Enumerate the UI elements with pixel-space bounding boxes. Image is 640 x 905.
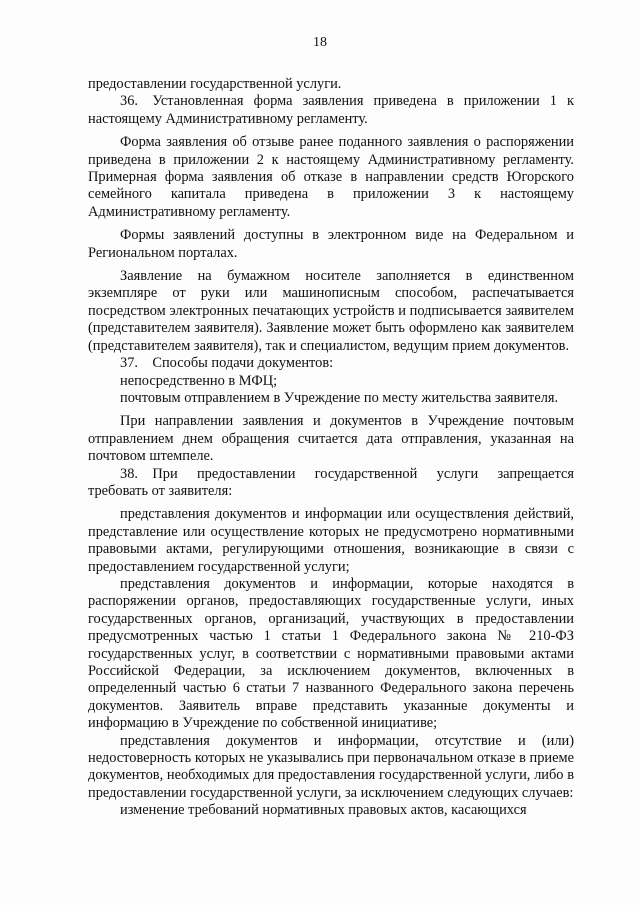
list-item-mfc: непосредственно в МФЦ;: [120, 372, 278, 389]
list-item-documents-not-required: представления документов и информации или осуществления действий, представление или осуществление которых не предусмотрено нормативными правовыми актами, регулирующими отношения, возникающие в связи с предоставлением государственной услуги;: [88, 506, 574, 575]
list-item-postal: почтовым отправлением в Учреждение по месту жительства заявителя.: [120, 389, 559, 406]
paragraph-36: 36. Установленная форма заявления приведена в приложении 1 к настоящему Административному регламенту.: [88, 93, 574, 127]
paragraph-37: 37. Способы подачи документов:: [120, 355, 334, 372]
paragraph-paper-application: Заявление на бумажном носителе заполняется в единственном экземпляре от руки или машинописным способом, распечатывается посредством электронных печатающих устройств и подписывается заявителем (представителем заявителя). Заявление может быть оформлено как заявителем (представителем заявителя), так и специалистом, ведущим прием документов.: [88, 268, 574, 354]
paragraph-continuation: предоставлении государственной услуги.: [88, 76, 342, 92]
paragraph-38: 38. При предоставлении государственной услуги запрещается требовать от заявителя:: [88, 465, 574, 499]
list-item-documents-held-by-agencies: представления документов и информации, которые находятся в распоряжении органов, предоставляющих государственные услуги, иных государственных органов, организаций, участвующих в предоставлении предусмотренных частью 1 статьи 1 Федерального закона № 210-ФЗ государственных услуг, в соответствии с нормативными правовыми актами Российской Федерации, за исключением документов, включенных в определенный частью 6 статьи 7 названного Федерального закона перечень документов. Заявитель вправе представить указанные документы и информацию в Учреждение по собственной инициативе;: [88, 575, 574, 732]
paragraph-withdrawal-form: Форма заявления об отзыве ранее поданного заявления о распоряжении приведена в приложении 2 к настоящему Административному регламенту. Примерная форма заявления об отказе в направлении средств Югорского семейного капитала приведена в приложении 3 к настоящему Административному регламенту.: [88, 134, 574, 220]
page-number: 18: [313, 35, 327, 50]
paragraph-electronic-forms: Формы заявлений доступны в электронном виде на Федеральном и Региональном порталах.: [88, 227, 574, 261]
list-item-documents-not-indicated: представления документов и информации, отсутствие и (или) недостоверность которых не указывались при первоначальном отказе в приеме документов, необходимых для предоставления государственной услуги, либо в предоставлении государственной услуги, за исключением следующих случаев:: [88, 732, 574, 801]
list-item-requirements-change: изменение требований нормативных правовых актов, касающихся: [120, 802, 527, 819]
paragraph-postal-date: При направлении заявления и документов в Учреждение почтовым отправлением днем обращения считается дата отправления, указанная на почтовом штемпеле.: [88, 413, 574, 465]
document-body: [88, 76, 574, 820]
